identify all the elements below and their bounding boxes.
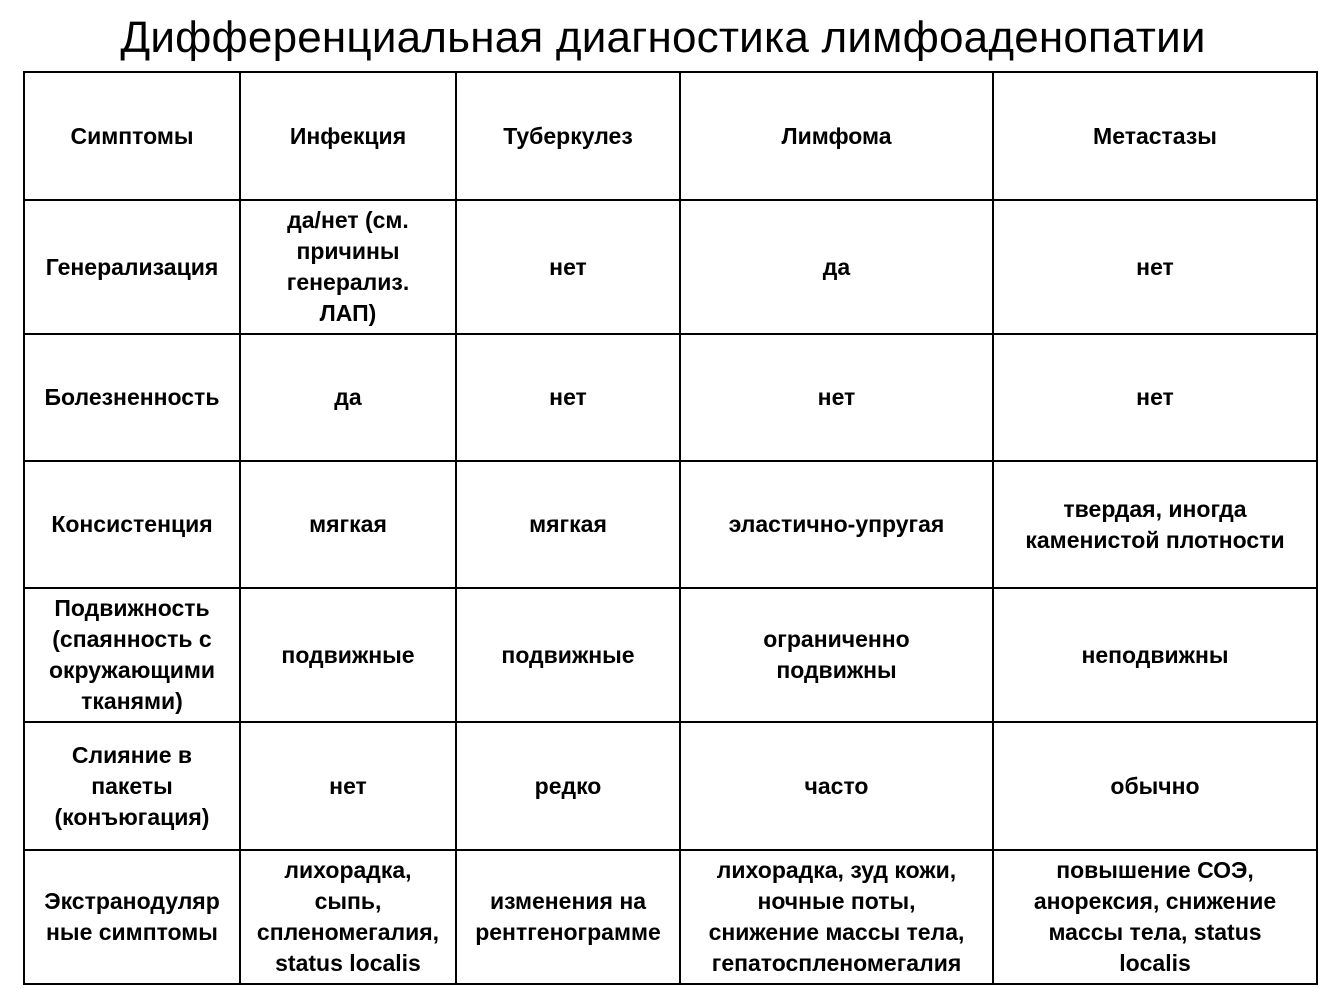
infection-cell: лихорадка, сыпь, спленомегалия, status localis bbox=[240, 850, 456, 984]
table-row bbox=[24, 200, 1317, 334]
symptom-cell: Консистенция bbox=[24, 461, 240, 588]
lymphoma-cell: эластично-упругая bbox=[680, 461, 993, 588]
header-cell-tuberculosis: Туберкулез bbox=[456, 72, 680, 200]
tuberculosis-cell: подвижные bbox=[456, 588, 680, 722]
header-cell-metastases: Метастазы bbox=[993, 72, 1317, 200]
lymphoma-cell: да bbox=[680, 200, 993, 334]
infection-cell: да bbox=[240, 334, 456, 461]
tuberculosis-cell: мягкая bbox=[456, 461, 680, 588]
lymphoma-cell: нет bbox=[680, 334, 993, 461]
lymphoma-cell: часто bbox=[680, 722, 993, 850]
tuberculosis-cell: изменения на рентгенограмме bbox=[456, 850, 680, 984]
page-title: Дифференциальная диагностика лимфоаденопатии bbox=[120, 13, 1206, 62]
table-row bbox=[24, 461, 1317, 588]
metastases-cell: обычно bbox=[993, 722, 1317, 850]
symptom-cell: Болезненность bbox=[24, 334, 240, 461]
header-cell-infection: Инфекция bbox=[240, 72, 456, 200]
symptom-cell: Подвижность (спаянность с окружающими тканями) bbox=[24, 588, 240, 722]
header-cell-symptoms: Симптомы bbox=[24, 72, 240, 200]
metastases-cell: неподвижны bbox=[993, 588, 1317, 722]
symptom-cell: Экстранодуляр ные симптомы bbox=[24, 850, 240, 984]
lymphoma-cell: ограниченно подвижны bbox=[680, 588, 993, 722]
symptom-cell: Слияние в пакеты (конъюгация) bbox=[24, 722, 240, 850]
differential-diagnosis-table bbox=[23, 71, 1318, 985]
symptom-cell: Генерализация bbox=[24, 200, 240, 334]
tuberculosis-cell: нет bbox=[456, 334, 680, 461]
header-cell-lymphoma: Лимфома bbox=[680, 72, 993, 200]
table-row bbox=[24, 334, 1317, 461]
metastases-cell: нет bbox=[993, 334, 1317, 461]
metastases-cell: нет bbox=[993, 200, 1317, 334]
table-row bbox=[24, 850, 1317, 984]
infection-cell: мягкая bbox=[240, 461, 456, 588]
infection-cell: подвижные bbox=[240, 588, 456, 722]
lymphoma-cell: лихорадка, зуд кожи, ночные поты, снижение массы тела, гепатоспленомегалия bbox=[680, 850, 993, 984]
infection-cell: да/нет (см. причины генерализ. ЛАП) bbox=[240, 200, 456, 334]
metastases-cell: повышение СОЭ, анорексия, снижение массы тела, status localis bbox=[993, 850, 1317, 984]
tuberculosis-cell: редко bbox=[456, 722, 680, 850]
tuberculosis-cell: нет bbox=[456, 200, 680, 334]
table-row bbox=[24, 588, 1317, 722]
infection-cell: нет bbox=[240, 722, 456, 850]
metastases-cell: твердая, иногда каменистой плотности bbox=[993, 461, 1317, 588]
table-row bbox=[24, 722, 1317, 850]
table-header-row bbox=[24, 72, 1317, 200]
